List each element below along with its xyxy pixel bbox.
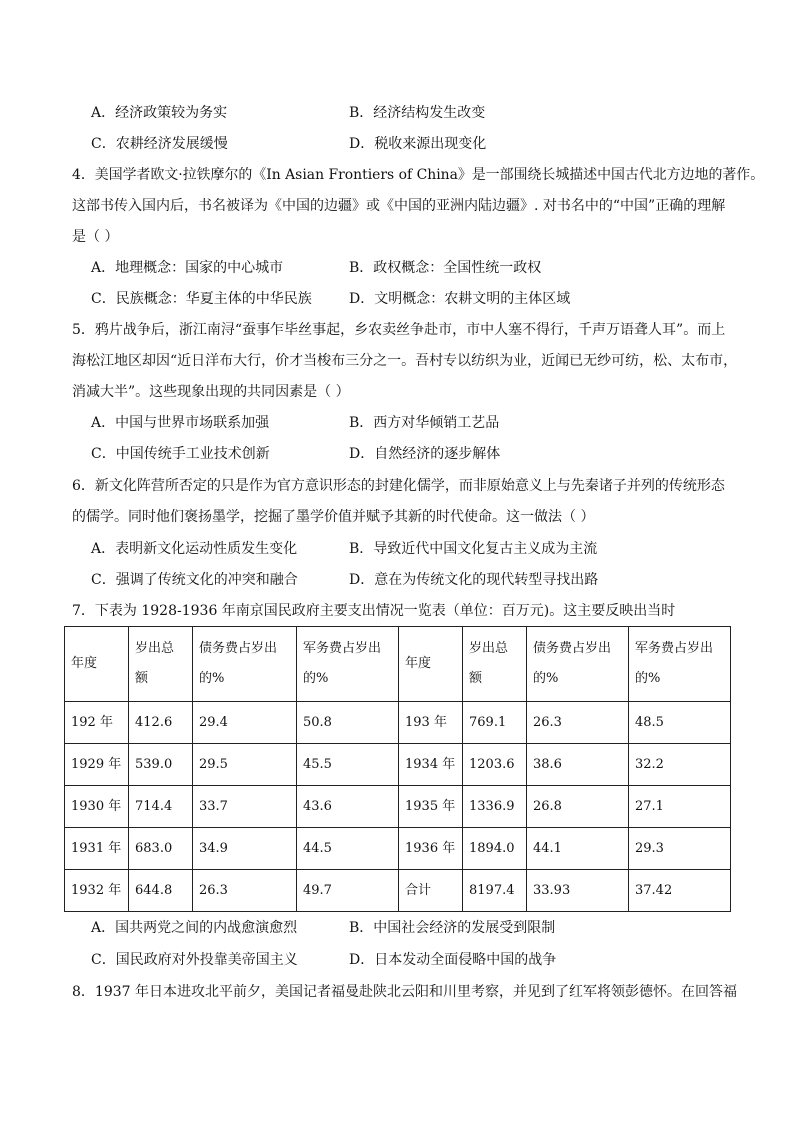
table-header-cell: 岁出总额 bbox=[129, 627, 193, 702]
q3-option-b[interactable]: B．经济结构发生改变 bbox=[349, 105, 486, 121]
table-row bbox=[65, 702, 731, 744]
table-cell: 1932 年 bbox=[65, 870, 129, 912]
table-row bbox=[65, 744, 731, 786]
table-cell: 192 年 bbox=[65, 702, 129, 744]
table-cell: 26.8 bbox=[527, 786, 629, 828]
q4-option-a[interactable]: A．地理概念：国家的中心城市 bbox=[91, 260, 284, 276]
table-cell: 1929 年 bbox=[65, 744, 129, 786]
q5-option-d[interactable]: D．自然经济的逐步解体 bbox=[349, 446, 501, 462]
q7-option-c[interactable]: C．国民政府对外投靠美帝国主义 bbox=[91, 952, 298, 968]
table-cell: 26.3 bbox=[527, 702, 629, 744]
table-cell: 38.6 bbox=[527, 744, 629, 786]
table-row bbox=[65, 828, 731, 870]
table-cell: 683.0 bbox=[129, 828, 193, 870]
q4-stem-line-3: 是（ ） bbox=[72, 229, 119, 245]
table-cell: 714.4 bbox=[129, 786, 193, 828]
table-header-cell: 债务费占岁出的% bbox=[193, 627, 297, 702]
table-cell: 644.8 bbox=[129, 870, 193, 912]
table-cell: 26.3 bbox=[193, 870, 297, 912]
q3-option-d[interactable]: D．税收来源出现变化 bbox=[349, 136, 487, 152]
table-cell: 412.6 bbox=[129, 702, 193, 744]
q6-option-a[interactable]: A．表明新文化运动性质发生变化 bbox=[91, 541, 298, 557]
q6-stem-line-1: 6．新文化阵营所否定的只是作为官方意识形态的封建化儒学，而非原始意义上与先秦诸子并列的传统形态 bbox=[72, 478, 725, 494]
expenditure-table bbox=[64, 626, 731, 912]
q5-stem-line-1: 5．鸦片战争后，浙江南浔“蚕事乍毕丝事起，乡农卖丝争赴市，市中人塞不得行，千声万语聋人耳”。而上 bbox=[72, 322, 726, 338]
table-header-cell: 军务费占岁出的% bbox=[297, 627, 399, 702]
table-cell: 1930 年 bbox=[65, 786, 129, 828]
table-cell: 49.7 bbox=[297, 870, 399, 912]
table-cell: 43.6 bbox=[297, 786, 399, 828]
table-cell: 8197.4 bbox=[463, 870, 527, 912]
q5-stem-line-3: 消减大半”。这些现象出现的共同因素是（ ） bbox=[72, 384, 350, 400]
table-header-cell: 岁出总额 bbox=[463, 627, 527, 702]
table-cell: 1931 年 bbox=[65, 828, 129, 870]
table-cell: 193 年 bbox=[399, 702, 463, 744]
table-cell: 27.1 bbox=[629, 786, 731, 828]
table-cell: 37.42 bbox=[629, 870, 731, 912]
table-cell: 1203.6 bbox=[463, 744, 527, 786]
table-cell: 1894.0 bbox=[463, 828, 527, 870]
table-cell: 1936 年 bbox=[399, 828, 463, 870]
table-header-cell: 军务费占岁出的% bbox=[629, 627, 731, 702]
q4-option-b[interactable]: B．政权概念：全国性统一政权 bbox=[349, 260, 542, 276]
table-cell: 44.5 bbox=[297, 828, 399, 870]
table-cell: 32.2 bbox=[629, 744, 731, 786]
table-cell: 33.7 bbox=[193, 786, 297, 828]
table-cell: 1336.9 bbox=[463, 786, 527, 828]
q8-stem-line-1: 8．1937 年日本进攻北平前夕，美国记者福曼赴陕北云阳和川里考察，并见到了红军将领彭德怀。在回答福 bbox=[72, 984, 737, 1000]
q7-option-a[interactable]: A．国共两党之间的内战愈演愈烈 bbox=[91, 920, 298, 936]
table-cell: 539.0 bbox=[129, 744, 193, 786]
q5-stem-line-2: 海松江地区却因“近日洋布大行，价才当梭布三分之一。吾村专以纺织为业，近闻已无纱可纺，松、太布市， bbox=[72, 353, 738, 369]
q4-stem-line-2: 这部书传入国内后，书名被译为《中国的边疆》或《中国的亚洲内陆边疆》. 对书名中的“中国”正确的理解 bbox=[72, 198, 726, 214]
table-cell: 29.5 bbox=[193, 744, 297, 786]
table-header-cell: 年度 bbox=[399, 627, 463, 702]
q6-option-c[interactable]: C．强调了传统文化的冲突和融合 bbox=[91, 572, 298, 588]
table-cell: 769.1 bbox=[463, 702, 527, 744]
table-header-cell: 债务费占岁出的% bbox=[527, 627, 629, 702]
table-cell: 1935 年 bbox=[399, 786, 463, 828]
q7-option-b[interactable]: B．中国社会经济的发展受到限制 bbox=[349, 920, 556, 936]
table-cell: 34.9 bbox=[193, 828, 297, 870]
table-row bbox=[65, 786, 731, 828]
q4-stem-line-1: 4．美国学者欧文·拉铁摩尔的《In Asian Frontiers of China》是一部围绕长城描述中国古代北方边地的著作。 bbox=[72, 167, 765, 183]
q5-option-c[interactable]: C．中国传统手工业技术创新 bbox=[91, 446, 270, 462]
table-cell: 29.4 bbox=[193, 702, 297, 744]
table-row bbox=[65, 870, 731, 912]
table-cell: 50.8 bbox=[297, 702, 399, 744]
q5-option-b[interactable]: B．西方对华倾销工艺品 bbox=[349, 415, 500, 431]
table-header-row bbox=[65, 627, 731, 702]
q4-option-d[interactable]: D．文明概念：农耕文明的主体区域 bbox=[349, 291, 571, 307]
table-cell: 29.3 bbox=[629, 828, 731, 870]
table-cell: 44.1 bbox=[527, 828, 629, 870]
table-cell: 48.5 bbox=[629, 702, 731, 744]
q4-option-c[interactable]: C．民族概念：华夏主体的中华民族 bbox=[91, 291, 312, 307]
q7-option-d[interactable]: D．日本发动全面侵略中国的战争 bbox=[349, 952, 557, 968]
q6-option-b[interactable]: B．导致近代中国文化复古主义成为主流 bbox=[349, 541, 598, 557]
q3-option-a[interactable]: A．经济政策较为务实 bbox=[91, 105, 228, 121]
q7-stem: 7．下表为 1928-1936 年南京国民政府主要支出情况一览表（单位：百万元)。这主要反映出当时 bbox=[72, 603, 676, 619]
q6-option-d[interactable]: D．意在为传统文化的现代转型寻找出路 bbox=[349, 572, 599, 588]
table-header-cell: 年度 bbox=[65, 627, 129, 702]
q6-stem-line-2: 的儒学。同时他们褒扬墨学，挖掘了墨学价值并赋予其新的时代使命。这一做法（ ） bbox=[72, 509, 595, 525]
table-cell: 45.5 bbox=[297, 744, 399, 786]
table-cell: 33.93 bbox=[527, 870, 629, 912]
table-cell: 合计 bbox=[399, 870, 463, 912]
table-cell: 1934 年 bbox=[399, 744, 463, 786]
q5-option-a[interactable]: A．中国与世界市场联系加强 bbox=[91, 415, 270, 431]
q3-option-c[interactable]: C．农耕经济发展缓慢 bbox=[91, 136, 228, 152]
